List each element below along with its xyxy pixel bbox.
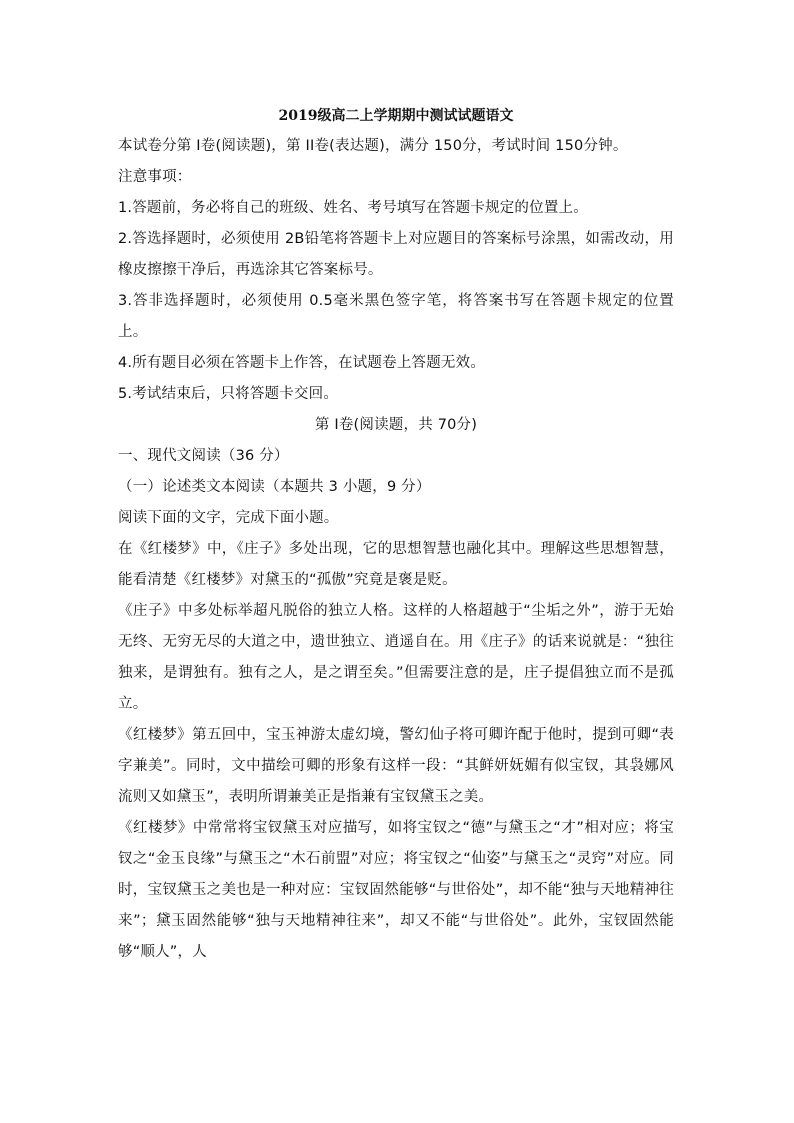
section-heading: 一、现代文阅读（36 分） — [118, 448, 289, 464]
document-body — [118, 131, 674, 968]
passage-paragraph-3: 《红楼梦》第五回中，宝玉神游太虚幻境，警幻仙子将可卿许配于他时，提到可卿“表字兼美”。同时，文中描绘可卿的形象有这样一段：“其鲜妍妩媚有似宝钗，其袅娜风流则又如黛玉”，表明所谓兼美正是指兼有宝钗黛玉之美。 — [118, 727, 674, 805]
document-title: 2019级高二上学期期中测试试题语文 — [278, 108, 514, 124]
notice-item-3: 3.答非选择题时，必须使用 0.5毫米黑色签字笔，将答案书写在答题卡规定的位置上。 — [118, 293, 674, 340]
notice-item-5: 5.考试结束后，只将答题卡交回。 — [118, 386, 339, 402]
passage-paragraph-4: 《红楼梦》中常常将宝钗黛玉对应描写，如将宝钗之“德”与黛玉之“才”相对应；将宝钗之“金玉良缘”与黛玉之“木石前盟”对应；将宝钗之“仙姿”与黛玉之“灵窍”对应。同时，宝钗黛玉之美也是一种对应：宝钗固然能够“与世俗处”，却不能“独与天地精神往来”；黛玉固然能够“独与天地精神往来”，却又不能“与世俗处”。此外，宝钗固然能够“顺人”，人 — [118, 820, 674, 960]
intro-paragraph: 本试卷分第 I卷(阅读题)，第 II卷(表达题)，满分 150分，考试时间 150分钟。 — [118, 138, 628, 154]
notice-item-2: 2.答选择题时，必须使用 2B铅笔将答题卡上对应题目的答案标号涂黑，如需改动，用橡皮擦擦干净后，再选涂其它答案标号。 — [118, 231, 674, 278]
exam-page — [118, 101, 674, 968]
notice-item-4: 4.所有题目必须在答题卡上作答，在试题卷上答题无效。 — [118, 355, 486, 371]
notice-heading: 注意事项： — [118, 169, 192, 185]
passage-paragraph-2: 《庄子》中多处标举超凡脱俗的独立人格。这样的人格超越于“尘垢之外”，游于无始无终、无穷无尽的大道之中，遗世独立、逍遥自在。用《庄子》的话来说就是：“独往独来，是谓独有。独有之人，是之谓至矣。”但需要注意的是，庄子提倡独立而不是孤立。 — [118, 603, 674, 712]
reading-instruction: 阅读下面的文字，完成下面小题。 — [118, 510, 339, 526]
subsection-heading: （一）论述类文本阅读（本题共 3 小题，9 分） — [118, 479, 431, 495]
passage-paragraph-1: 在《红楼梦》中，《庄子》多处出现，它的思想智慧也融化其中。理解这些思想智慧，能看清楚《红楼梦》对黛玉的“孤傲”究竟是褒是贬。 — [118, 541, 674, 588]
volume-1-heading: 第 I卷(阅读题，共 70分) — [314, 417, 478, 433]
notice-item-1: 1.答题前，务必将自己的班级、姓名、考号填写在答题卡规定的位置上。 — [118, 200, 588, 216]
